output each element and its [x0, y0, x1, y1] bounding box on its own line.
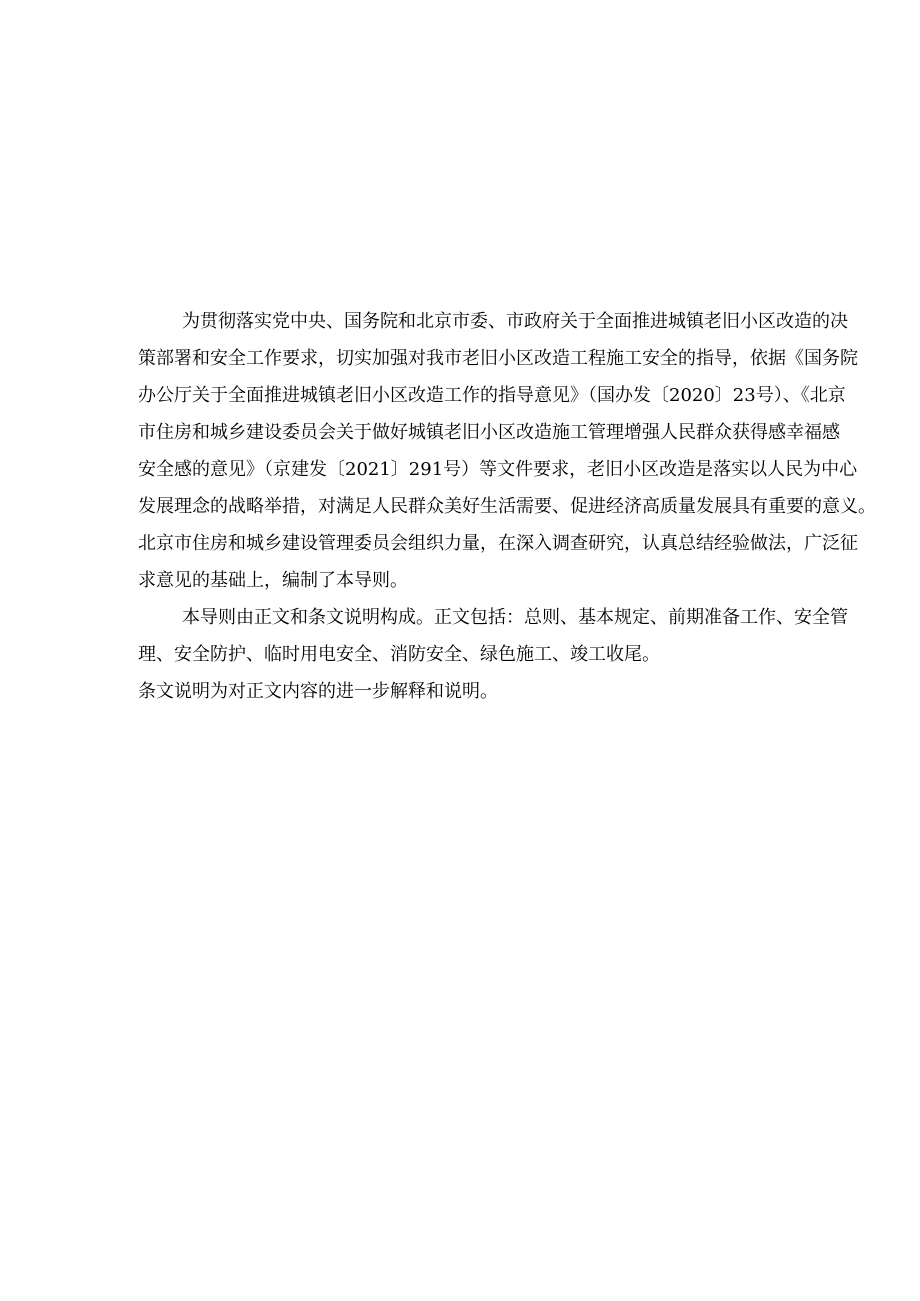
text-line: 办公厅关于全面推进城镇老旧小区改造工作的指导意见》（国办发〔2020〕23号）、《北京: [138, 385, 846, 406]
paragraph-intro: [138, 308, 876, 595]
text-line: 为贯彻落实党中央、国务院和北京市委、市政府关于全面推进城镇老旧小区改造的决: [182, 311, 848, 332]
paragraph-structure: [138, 604, 848, 669]
paragraph-explanation: [138, 678, 822, 706]
text-line: 条文说明为对正文内容的进一步解释和说明。: [138, 681, 498, 702]
text-line: 本导则由正文和条文说明构成。正文包括：总则、基本规定、前期准备工作、安全管: [182, 607, 848, 628]
text-line: 求意见的基础上，编制了本导则。: [138, 570, 408, 591]
text-line: 理、安全防护、临时用电安全、消防安全、绿色施工、竣工收尾。: [138, 644, 660, 665]
text-line: 市住房和城乡建设委员会关于做好城镇老旧小区改造施工管理增强人民群众获得感幸福感: [138, 422, 840, 443]
text-line: 策部署和安全工作要求，切实加强对我市老旧小区改造工程施工安全的指导，依据《国务院: [138, 348, 858, 369]
document-body: [138, 308, 876, 715]
text-line: 发展理念的战略举措，对满足人民群众美好生活需要、促进经济高质量发展具有重要的意义。: [138, 496, 876, 517]
text-line: 安全感的意见》（京建发〔2021〕291号）等文件要求，老旧小区改造是落实以人民为中心: [138, 459, 858, 480]
text-line: 北京市住房和城乡建设管理委员会组织力量，在深入调查研究，认真总结经验做法，广泛征: [138, 533, 858, 554]
